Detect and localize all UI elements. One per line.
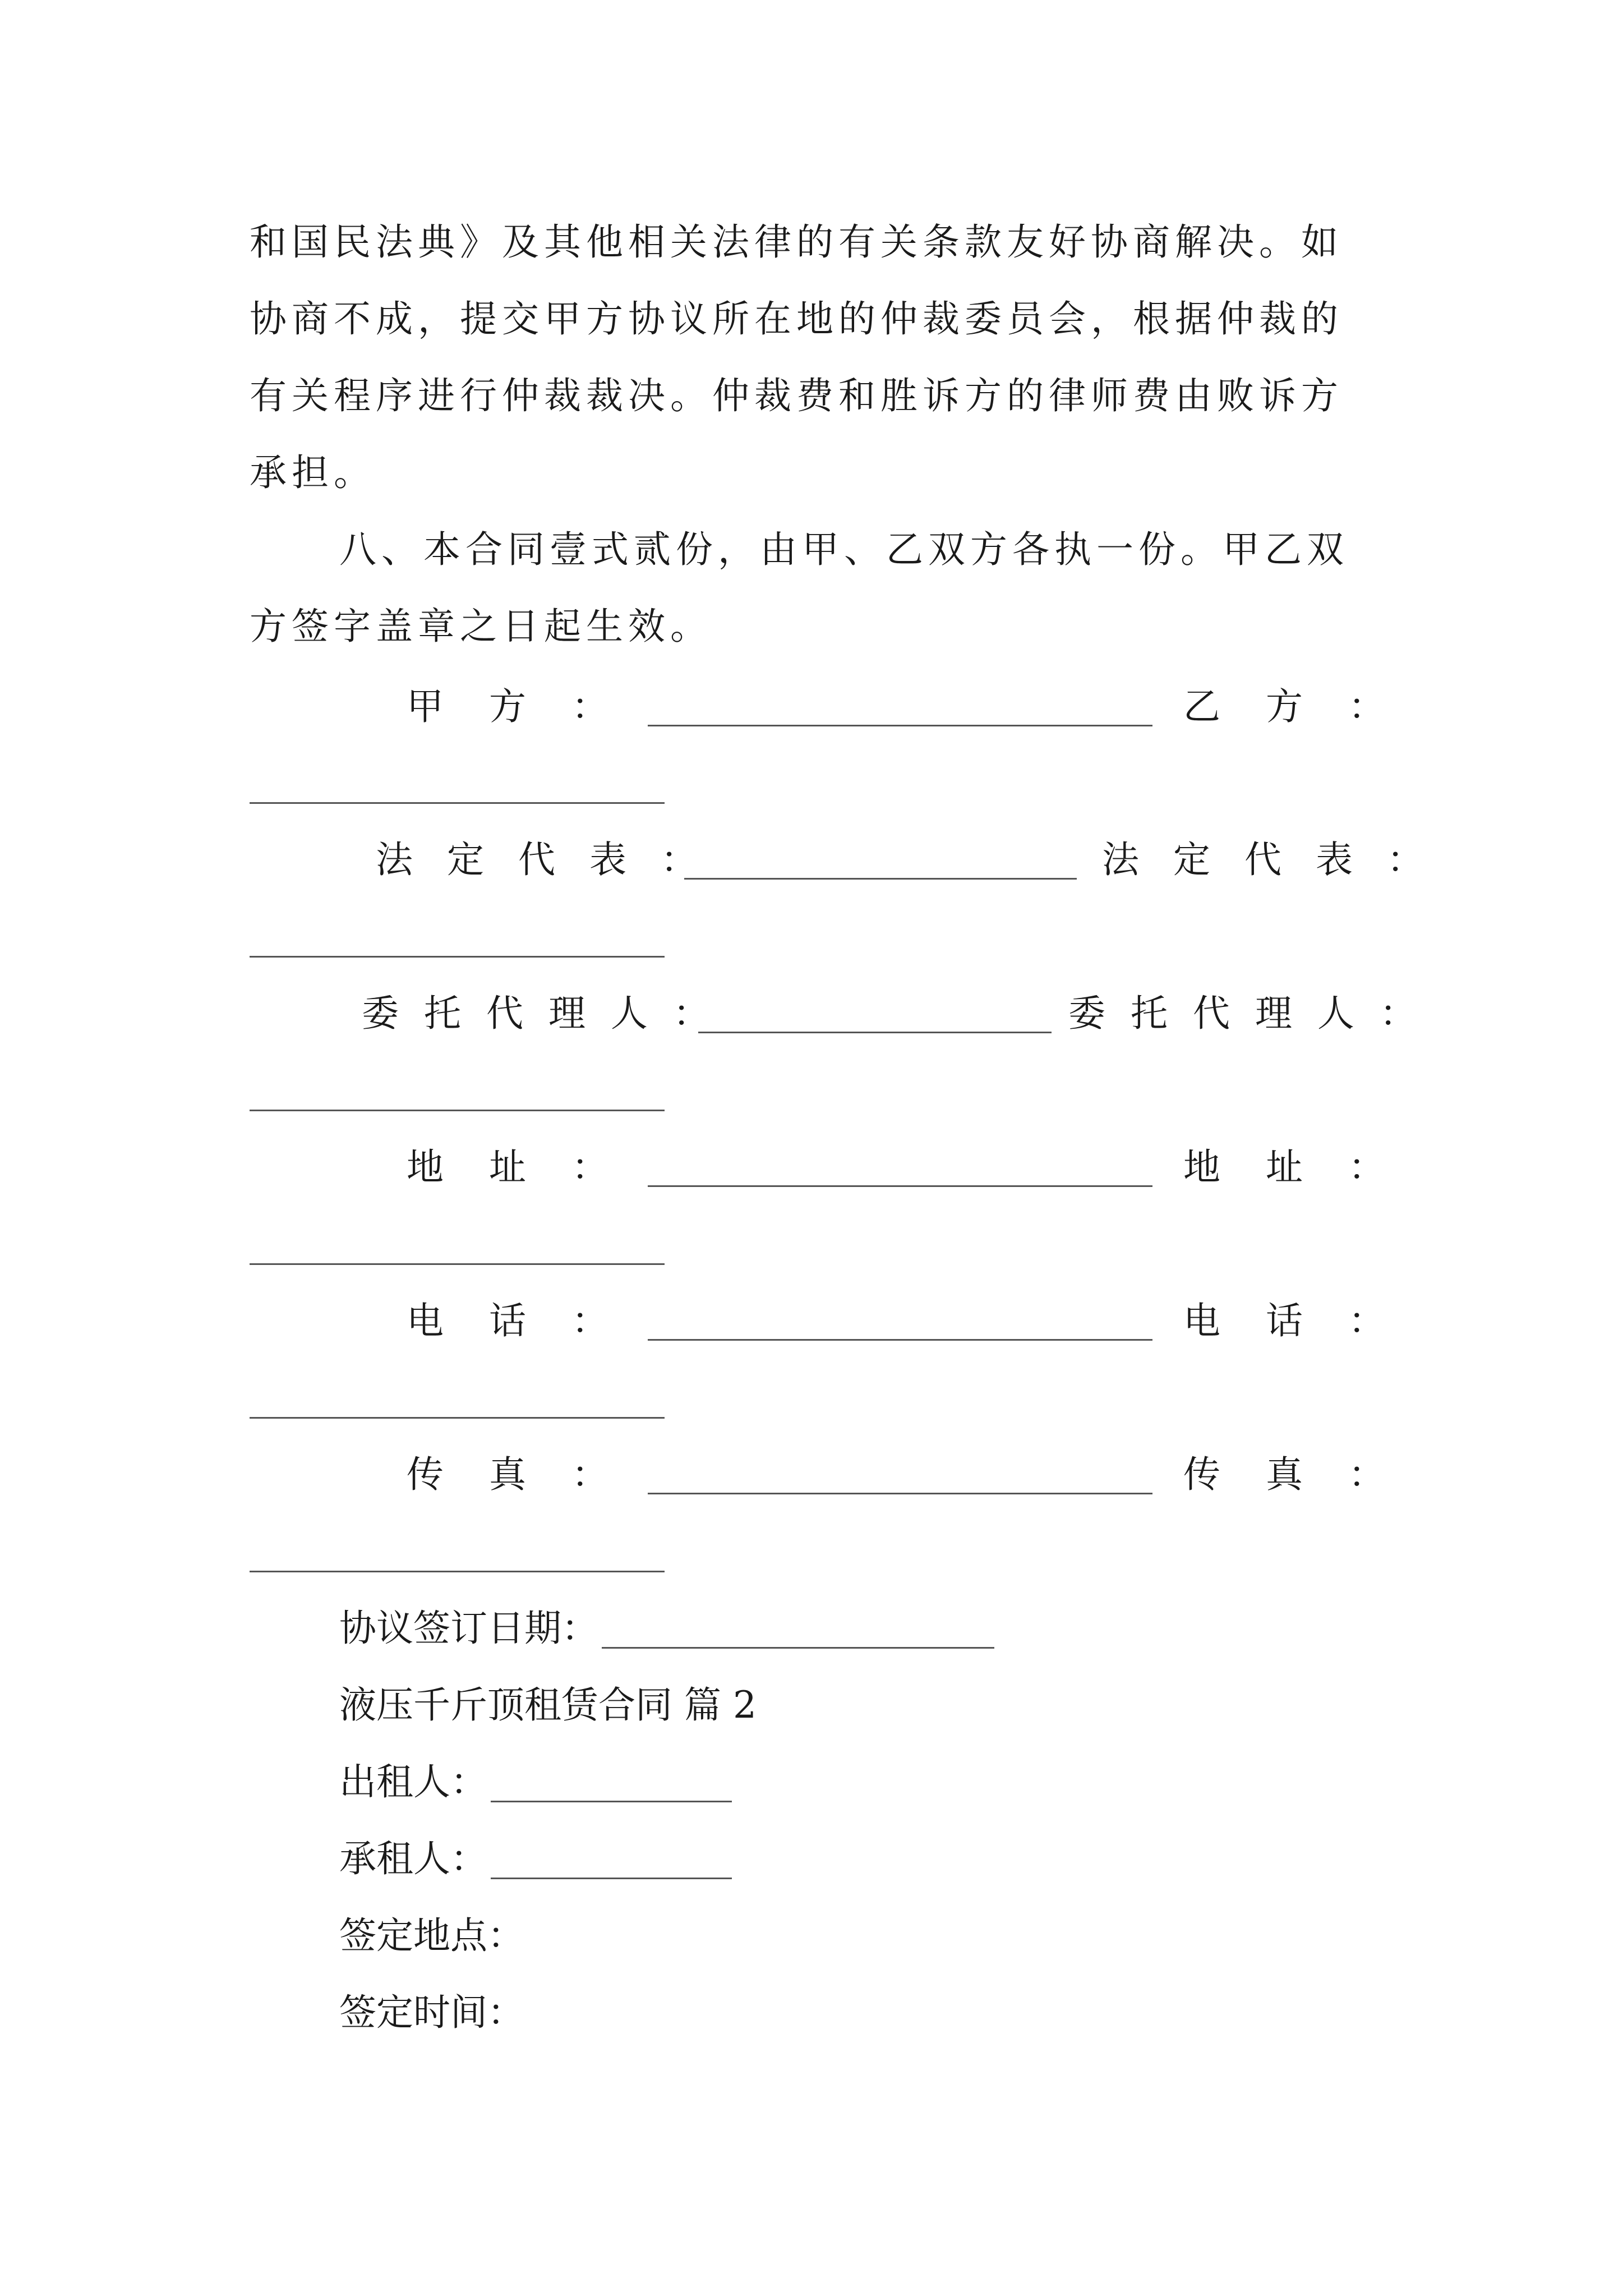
lessee-label: 承租人：: [339, 1837, 487, 1880]
party-b-label: 乙 方 ：: [1183, 685, 1402, 728]
party-a-label: 甲 方 ：: [407, 685, 625, 728]
addr-b-blank: [250, 1263, 665, 1265]
lessor-label: 出租人：: [339, 1760, 487, 1803]
body-text-line: 八、本合同壹式贰份，由甲、乙双方各执一份。甲乙双: [339, 528, 1349, 571]
body-text-line: 承担。: [250, 451, 376, 494]
lessee-blank: [491, 1878, 732, 1879]
agent-a-blank: [698, 1032, 1052, 1033]
signature-row-representative: [250, 832, 1435, 888]
signature-row-phone: [250, 1293, 1402, 1349]
sign-place-row: 签定地点：: [339, 1914, 524, 1957]
rep-b-label: 法 定 代 表 ：: [1102, 838, 1435, 881]
sign-date-blank: [602, 1647, 994, 1649]
sign-date-row: [339, 1600, 1293, 1657]
tel-b-blank: [250, 1417, 665, 1419]
tel-b-label: 电 话 ：: [1183, 1299, 1402, 1342]
fax-b-blank: [250, 1571, 665, 1572]
fax-a-blank: [648, 1493, 1152, 1494]
rep-a-blank: [684, 878, 1077, 880]
signature-row-fax: [250, 1447, 1402, 1503]
lessor-row: [339, 1754, 1293, 1810]
addr-a-blank: [648, 1185, 1152, 1187]
fax-a-label: 传 真 ：: [407, 1453, 625, 1496]
rep-a-label: 法 定 代 表 ：: [376, 838, 709, 881]
lessor-blank: [491, 1801, 732, 1802]
body-text-line: 协商不成，提交甲方协议所在地的仲裁委员会，根据仲裁的: [250, 297, 1343, 341]
party-b-blank: [250, 802, 665, 804]
rep-b-blank: [250, 956, 665, 958]
tel-a-label: 电 话 ：: [407, 1299, 625, 1342]
second-contract-title: 液压千斤顶租赁合同 篇 2: [339, 1683, 757, 1727]
agent-b-label: 委 托 代 理 人 ：: [1068, 992, 1423, 1035]
agent-a-label: 委 托 代 理 人 ：: [362, 992, 717, 1035]
sign-date-label: 协议签订日期：: [339, 1607, 598, 1650]
signature-row-party: [250, 679, 1402, 735]
body-text-line: 方签字盖章之日起生效。: [250, 605, 712, 648]
body-text-line: 有关程序进行仲裁裁决。仲裁费和胜诉方的律师费由败诉方: [250, 374, 1343, 417]
tel-a-blank: [648, 1339, 1152, 1341]
fax-b-label: 传 真 ：: [1183, 1453, 1402, 1496]
party-a-blank: [648, 725, 1152, 726]
sign-time-row: 签定时间：: [339, 1991, 524, 2034]
signature-row-address: [250, 1139, 1402, 1195]
addr-b-label: 地 址 ：: [1183, 1145, 1402, 1189]
agent-b-blank: [250, 1110, 665, 1111]
body-text-line: 和国民法典》及其他相关法律的有关条款友好协商解决。如: [250, 220, 1343, 264]
signature-row-agent: [250, 986, 1423, 1042]
lessee-row: [339, 1831, 1293, 1887]
addr-a-label: 地 址 ：: [407, 1145, 625, 1189]
